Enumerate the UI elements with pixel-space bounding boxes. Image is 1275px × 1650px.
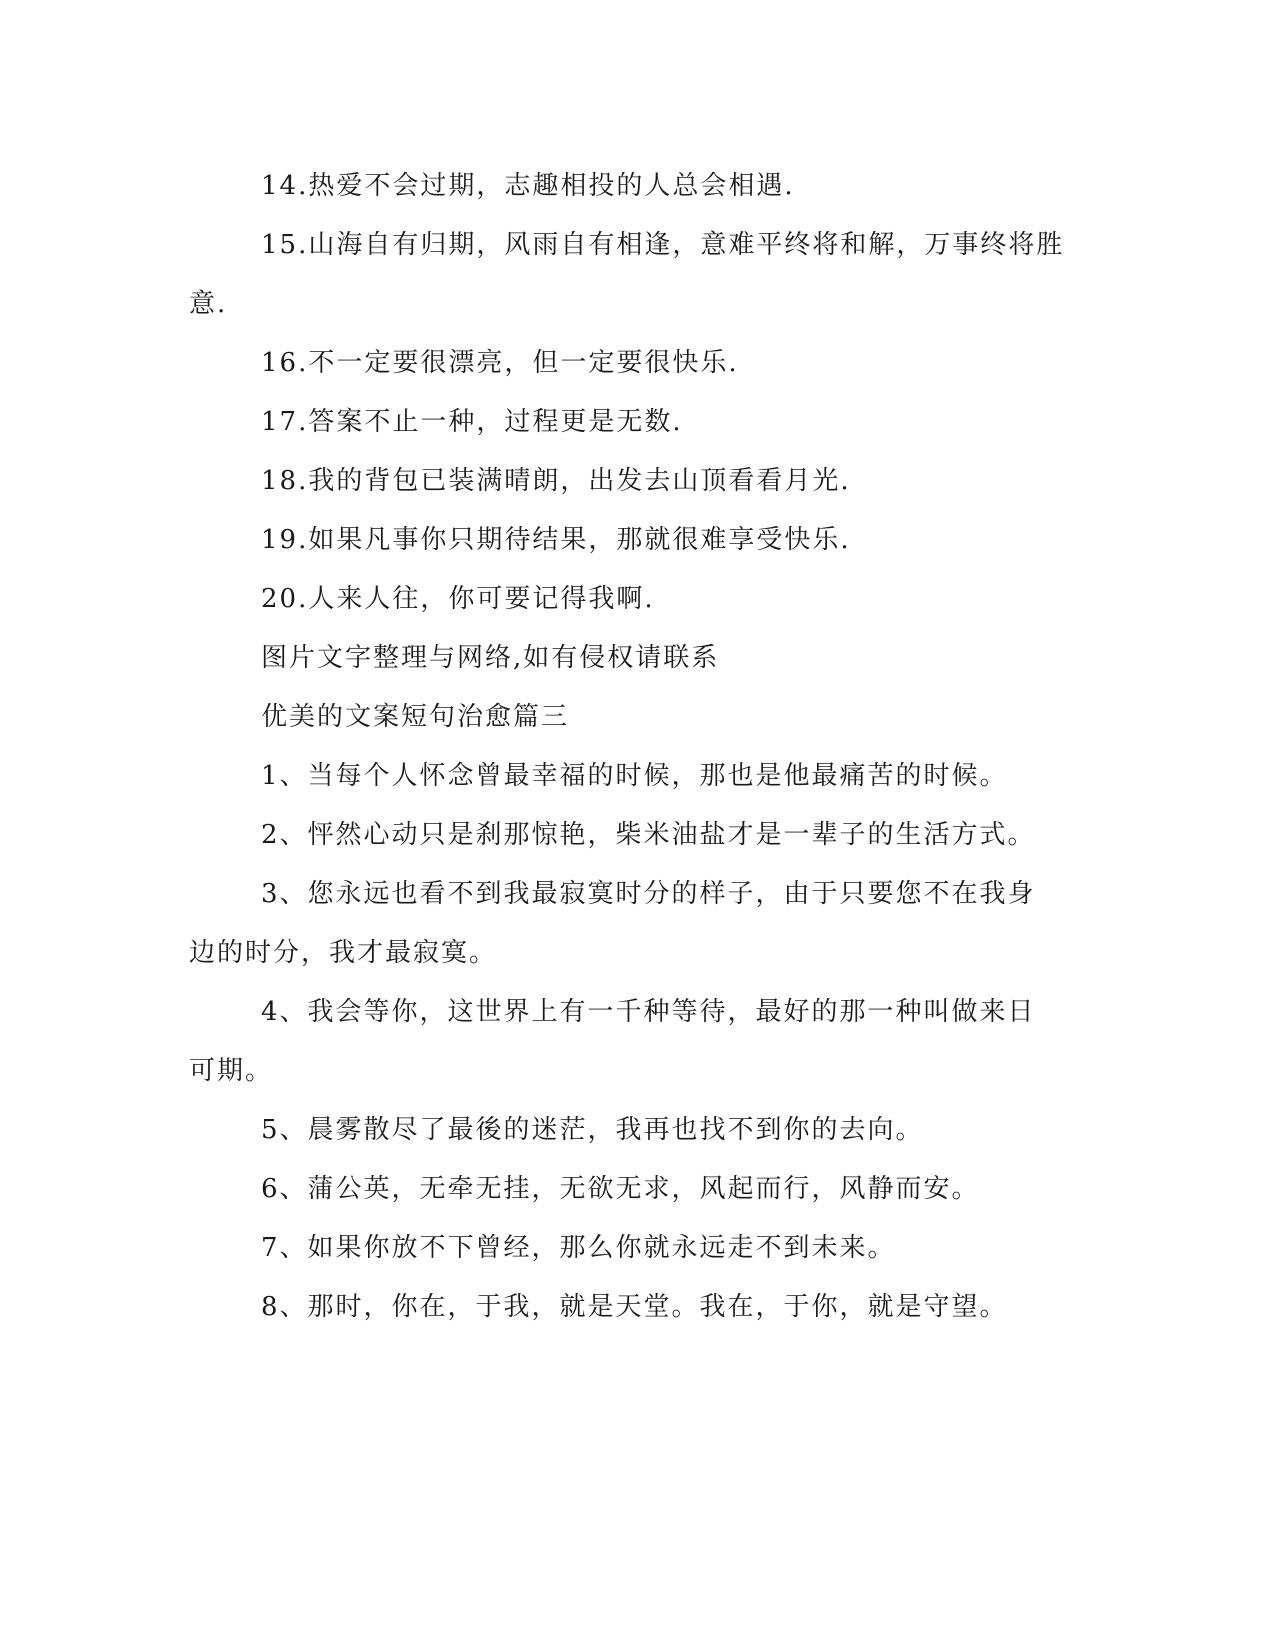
source-note: 图片文字整理与网络,如有侵权请联系 (261, 643, 720, 673)
text-line-14: 14.热爱不会过期，志趣相投的人总会相遇. (261, 171, 795, 201)
text-line-20: 20.人来人往，你可要记得我啊. (261, 584, 655, 614)
quote-line-5: 5、晨雾散尽了最後的迷茫，我再也找不到你的去向。 (261, 1115, 924, 1145)
quote-line-7: 7、如果你放不下曾经，那么你就永远走不到未来。 (261, 1233, 896, 1263)
text-line-15: 15.山海自有归期，风雨自有相逢，意难平终将和解，万事终将胜 (261, 230, 1065, 260)
quote-line-3-continued: 边的时分，我才最寂寞。 (189, 938, 498, 968)
quote-line-4: 4、我会等你，这世界上有一千种等待，最好的那一种叫做来日 (261, 997, 1036, 1027)
quote-line-4-continued: 可期。 (189, 1056, 274, 1086)
quote-line-6: 6、蒲公英，无牵无挂，无欲无求，风起而行，风静而安。 (261, 1174, 980, 1204)
text-line-15-continued: 意. (189, 289, 228, 319)
quote-line-8: 8、那时，你在，于我，就是天堂。我在，于你，就是守望。 (261, 1292, 1008, 1322)
text-line-18: 18.我的背包已装满晴朗，出发去山顶看看月光. (261, 466, 851, 496)
section-heading: 优美的文案短句治愈篇三 (261, 702, 570, 732)
text-line-16: 16.不一定要很漂亮，但一定要很快乐. (261, 348, 739, 378)
text-line-19: 19.如果凡事你只期待结果，那就很难享受快乐. (261, 525, 851, 555)
quote-line-1: 1、当每个人怀念曾最幸福的时候，那也是他最痛苦的时候。 (261, 761, 1008, 791)
quote-line-2: 2、怦然心动只是刹那惊艳，柴米油盐才是一辈子的生活方式。 (261, 820, 1036, 850)
text-line-17: 17.答案不止一种，过程更是无数. (261, 407, 683, 437)
quote-line-3: 3、您永远也看不到我最寂寞时分的样子，由于只要您不在我身 (261, 879, 1036, 909)
